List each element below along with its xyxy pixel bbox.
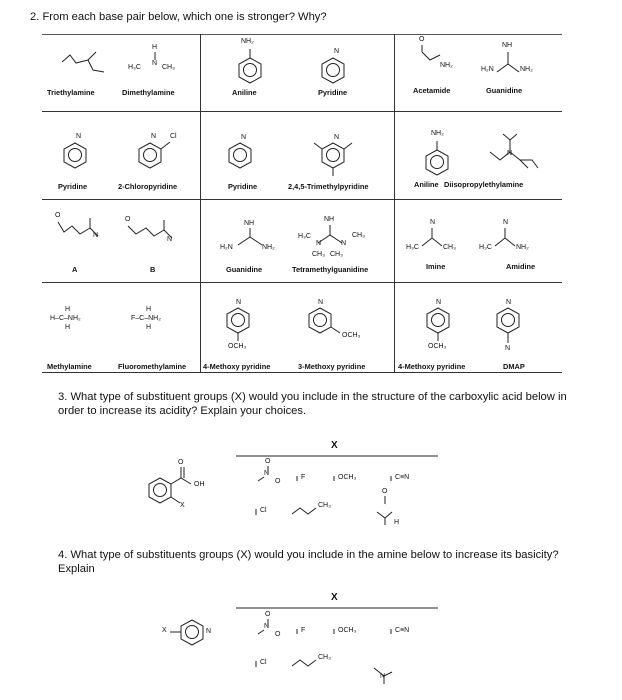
label-imine: Imine <box>426 262 446 271</box>
label-methylamine: Methylamine <box>47 362 92 371</box>
imine-ch3: CH₃ <box>443 244 456 251</box>
q4-nitro-o: O <box>275 631 281 638</box>
question-2-text: 2. From each base pair below, which one is stronger? Why? <box>30 11 327 23</box>
label-a: A <box>72 265 78 274</box>
guanidine-h2n: H₂N <box>481 66 494 73</box>
imine-structure <box>422 238 442 246</box>
amidine-nh2: NH₂ <box>516 244 529 251</box>
dimethylamine-n: N <box>152 60 158 67</box>
structure-a-o: O <box>55 212 61 219</box>
acetamide-o: O <box>419 36 425 43</box>
q3-option-f: F <box>301 474 306 481</box>
tetramethylguanidine-structure <box>318 235 342 243</box>
tmg-n-left: N <box>316 240 322 247</box>
fluoromethylamine-body: F–C–NH₂ <box>131 315 161 322</box>
q3-carbonyl-o: O <box>178 459 184 466</box>
q4-x-header: X <box>331 592 338 603</box>
benzoic-acid-ring <box>149 478 171 503</box>
dmap-ring-n: N <box>506 299 512 306</box>
label-trimethylpyridine: 2,4,5-Trimethylpyridine <box>288 182 369 191</box>
trimethylpyridine-n: N <box>334 134 340 141</box>
tmg-n-right: N <box>341 240 347 247</box>
question-3-text: 3. What type of substituent groups (X) would you include in the structure of the carboxylic acid below in order to increase its acidity? Explain your choices. <box>58 391 567 417</box>
acetamide-nh2: NH₂ <box>440 62 453 69</box>
q4-nitro-n: N <box>264 623 270 630</box>
q3-x: X <box>180 502 185 509</box>
methylamine-h-top: H <box>65 306 71 313</box>
tmg-ch3-bottom-1: CH₃ <box>312 251 325 258</box>
guanidine-structure-2 <box>238 237 262 245</box>
dimethylamine-h3c: H₃C <box>128 64 141 71</box>
dmap-amine-n: N <box>505 345 511 352</box>
label-pyridine: Pyridine <box>318 88 348 97</box>
dimethylamine-h: H <box>152 44 158 51</box>
tmg-nh: NH <box>324 216 335 223</box>
aniline2-nh2: NH₂ <box>431 130 444 137</box>
q4-amine-n: N <box>380 673 386 680</box>
methoxypyridine1-n: N <box>236 299 242 306</box>
chloropyridine-ring <box>139 143 161 168</box>
label-dmap: DMAP <box>503 362 525 371</box>
label-b: B <box>150 265 156 274</box>
tmg-ch3-bottom-2: CH₃ <box>330 251 343 258</box>
amidine-h3c: H₃C <box>479 244 492 251</box>
methoxypyridine2-n: N <box>318 299 324 306</box>
q4-option-cn: C≡N <box>395 627 410 634</box>
tmg-ch3-right: CH₃ <box>352 232 365 239</box>
label-4-methoxy-pyridine: 4-Methoxy pyridine <box>203 362 271 371</box>
q3-option-ch3: CH₃ <box>318 502 331 509</box>
structure-b-n: N <box>167 236 173 243</box>
aniline-nh2: NH₂ <box>241 38 254 45</box>
fluoromethylamine-h-top: H <box>146 306 152 313</box>
imine-n: N <box>430 219 436 226</box>
guanidine-nh2: NH₂ <box>520 66 533 73</box>
pyridine2-n: N <box>76 133 82 140</box>
pyridine-ring-1 <box>322 58 344 83</box>
fluoromethylamine-h-bottom: H <box>146 324 152 331</box>
guanidine2-nh: NH <box>244 220 255 227</box>
methoxypyridine1-och3: OCH₃ <box>228 343 247 350</box>
label-pyridine-3: Pyridine <box>228 182 258 191</box>
q3-x-header: X <box>331 440 338 451</box>
trimethylpyridine-ring <box>322 143 344 168</box>
dmap-ring <box>497 308 519 333</box>
methoxypyridine3-n: N <box>436 299 442 306</box>
label-3-methoxy-pyridine: 3-Methoxy pyridine <box>298 362 366 371</box>
q3-option-cl: Cl <box>260 507 267 514</box>
label-guanidine: Guanidine <box>486 86 523 95</box>
guanidine-structure <box>497 64 519 72</box>
chloropyridine-n: N <box>151 133 157 140</box>
label-amidine: Amidine <box>506 262 536 271</box>
q4-pyridine-n: N <box>206 628 212 635</box>
methoxypyridine3-och3: OCH₃ <box>428 343 447 350</box>
label-dimethylamine: Dimethylamine <box>122 88 175 97</box>
pyridine-ring-2 <box>64 143 86 168</box>
chloropyridine-cl: Cl <box>170 133 177 140</box>
methoxypyridine-ring-1 <box>227 308 249 333</box>
structure-a-n: N <box>93 232 99 239</box>
guanidine-nh: NH <box>502 42 513 49</box>
methylamine-body: H–C–NH₂ <box>50 315 81 322</box>
label-pyridine-2: Pyridine <box>58 182 88 191</box>
q3-option-och3: OCH₃ <box>338 474 357 481</box>
label-acetamide: Acetamide <box>413 86 451 95</box>
pyridine3-n: N <box>241 134 247 141</box>
dimethylamine-ch3: CH₃ <box>162 64 175 71</box>
q3-aldehyde-h: H <box>394 519 400 526</box>
tmg-h3c: H₃C <box>298 233 311 240</box>
q4-option-och3: OCH₃ <box>338 627 357 634</box>
acetamide-structure <box>422 52 440 60</box>
diisopropylethylamine-n: N <box>507 150 513 157</box>
q4-option-ch3: CH₃ <box>318 654 331 661</box>
guanidine2-nh2: NH₂ <box>262 244 275 251</box>
question-4-text: 4. What type of substituents groups (X) would you include in the amine below to increase its basicity? Explain <box>58 549 559 575</box>
aniline-ring <box>239 58 261 83</box>
structure-b-o: O <box>125 216 131 223</box>
label-aniline-2: Aniline <box>414 180 439 189</box>
label-fluoromethylamine: Fluoromethylamine <box>118 362 187 371</box>
substituted-pyridine-ring <box>181 620 203 645</box>
methoxypyridine2-och3: OCH₃ <box>342 332 361 339</box>
label-diisopropylethylamine: Diisopropylethylamine <box>444 180 524 189</box>
methylamine-h-bottom: H <box>65 324 71 331</box>
q4-nitro-o-top: O <box>265 611 271 618</box>
q3-nitro-o-top: O <box>265 458 271 465</box>
imine-h3c: H₃C <box>406 244 419 251</box>
label-2-chloropyridine: 2-Chloropyridine <box>118 182 178 191</box>
aniline-ring-2 <box>426 150 448 175</box>
triethylamine-structure <box>62 52 96 63</box>
q3-option-cn: C≡N <box>395 474 410 481</box>
q4-option-cl: Cl <box>260 659 267 666</box>
q3-oh: OH <box>194 481 205 488</box>
q3-nitro-o: O <box>275 478 281 485</box>
methoxypyridine-ring-3 <box>427 308 449 333</box>
label-4-methoxy-pyridine-2: 4-Methoxy pyridine <box>398 362 466 371</box>
q3-nitro-n: N <box>264 470 270 477</box>
guanidine2-h2n: H₂N <box>220 244 233 251</box>
label-tetramethylguanidine: Tetramethylguanidine <box>292 265 369 274</box>
label-triethylamine: Triethylamine <box>47 88 95 97</box>
structure-b <box>128 226 164 236</box>
label-aniline: Aniline <box>232 88 257 97</box>
q4-x: X <box>162 627 167 634</box>
label-guanidine-2: Guanidine <box>226 265 263 274</box>
methoxypyridine-ring-2 <box>309 308 331 333</box>
structure-a <box>58 222 90 234</box>
amidine-n: N <box>503 219 509 226</box>
amidine-structure <box>495 238 515 246</box>
q4-option-f: F <box>301 627 306 634</box>
pyridine-ring-3 <box>229 143 251 168</box>
q3-aldehyde-o: O <box>382 488 388 495</box>
pyridine-n: N <box>334 48 340 55</box>
